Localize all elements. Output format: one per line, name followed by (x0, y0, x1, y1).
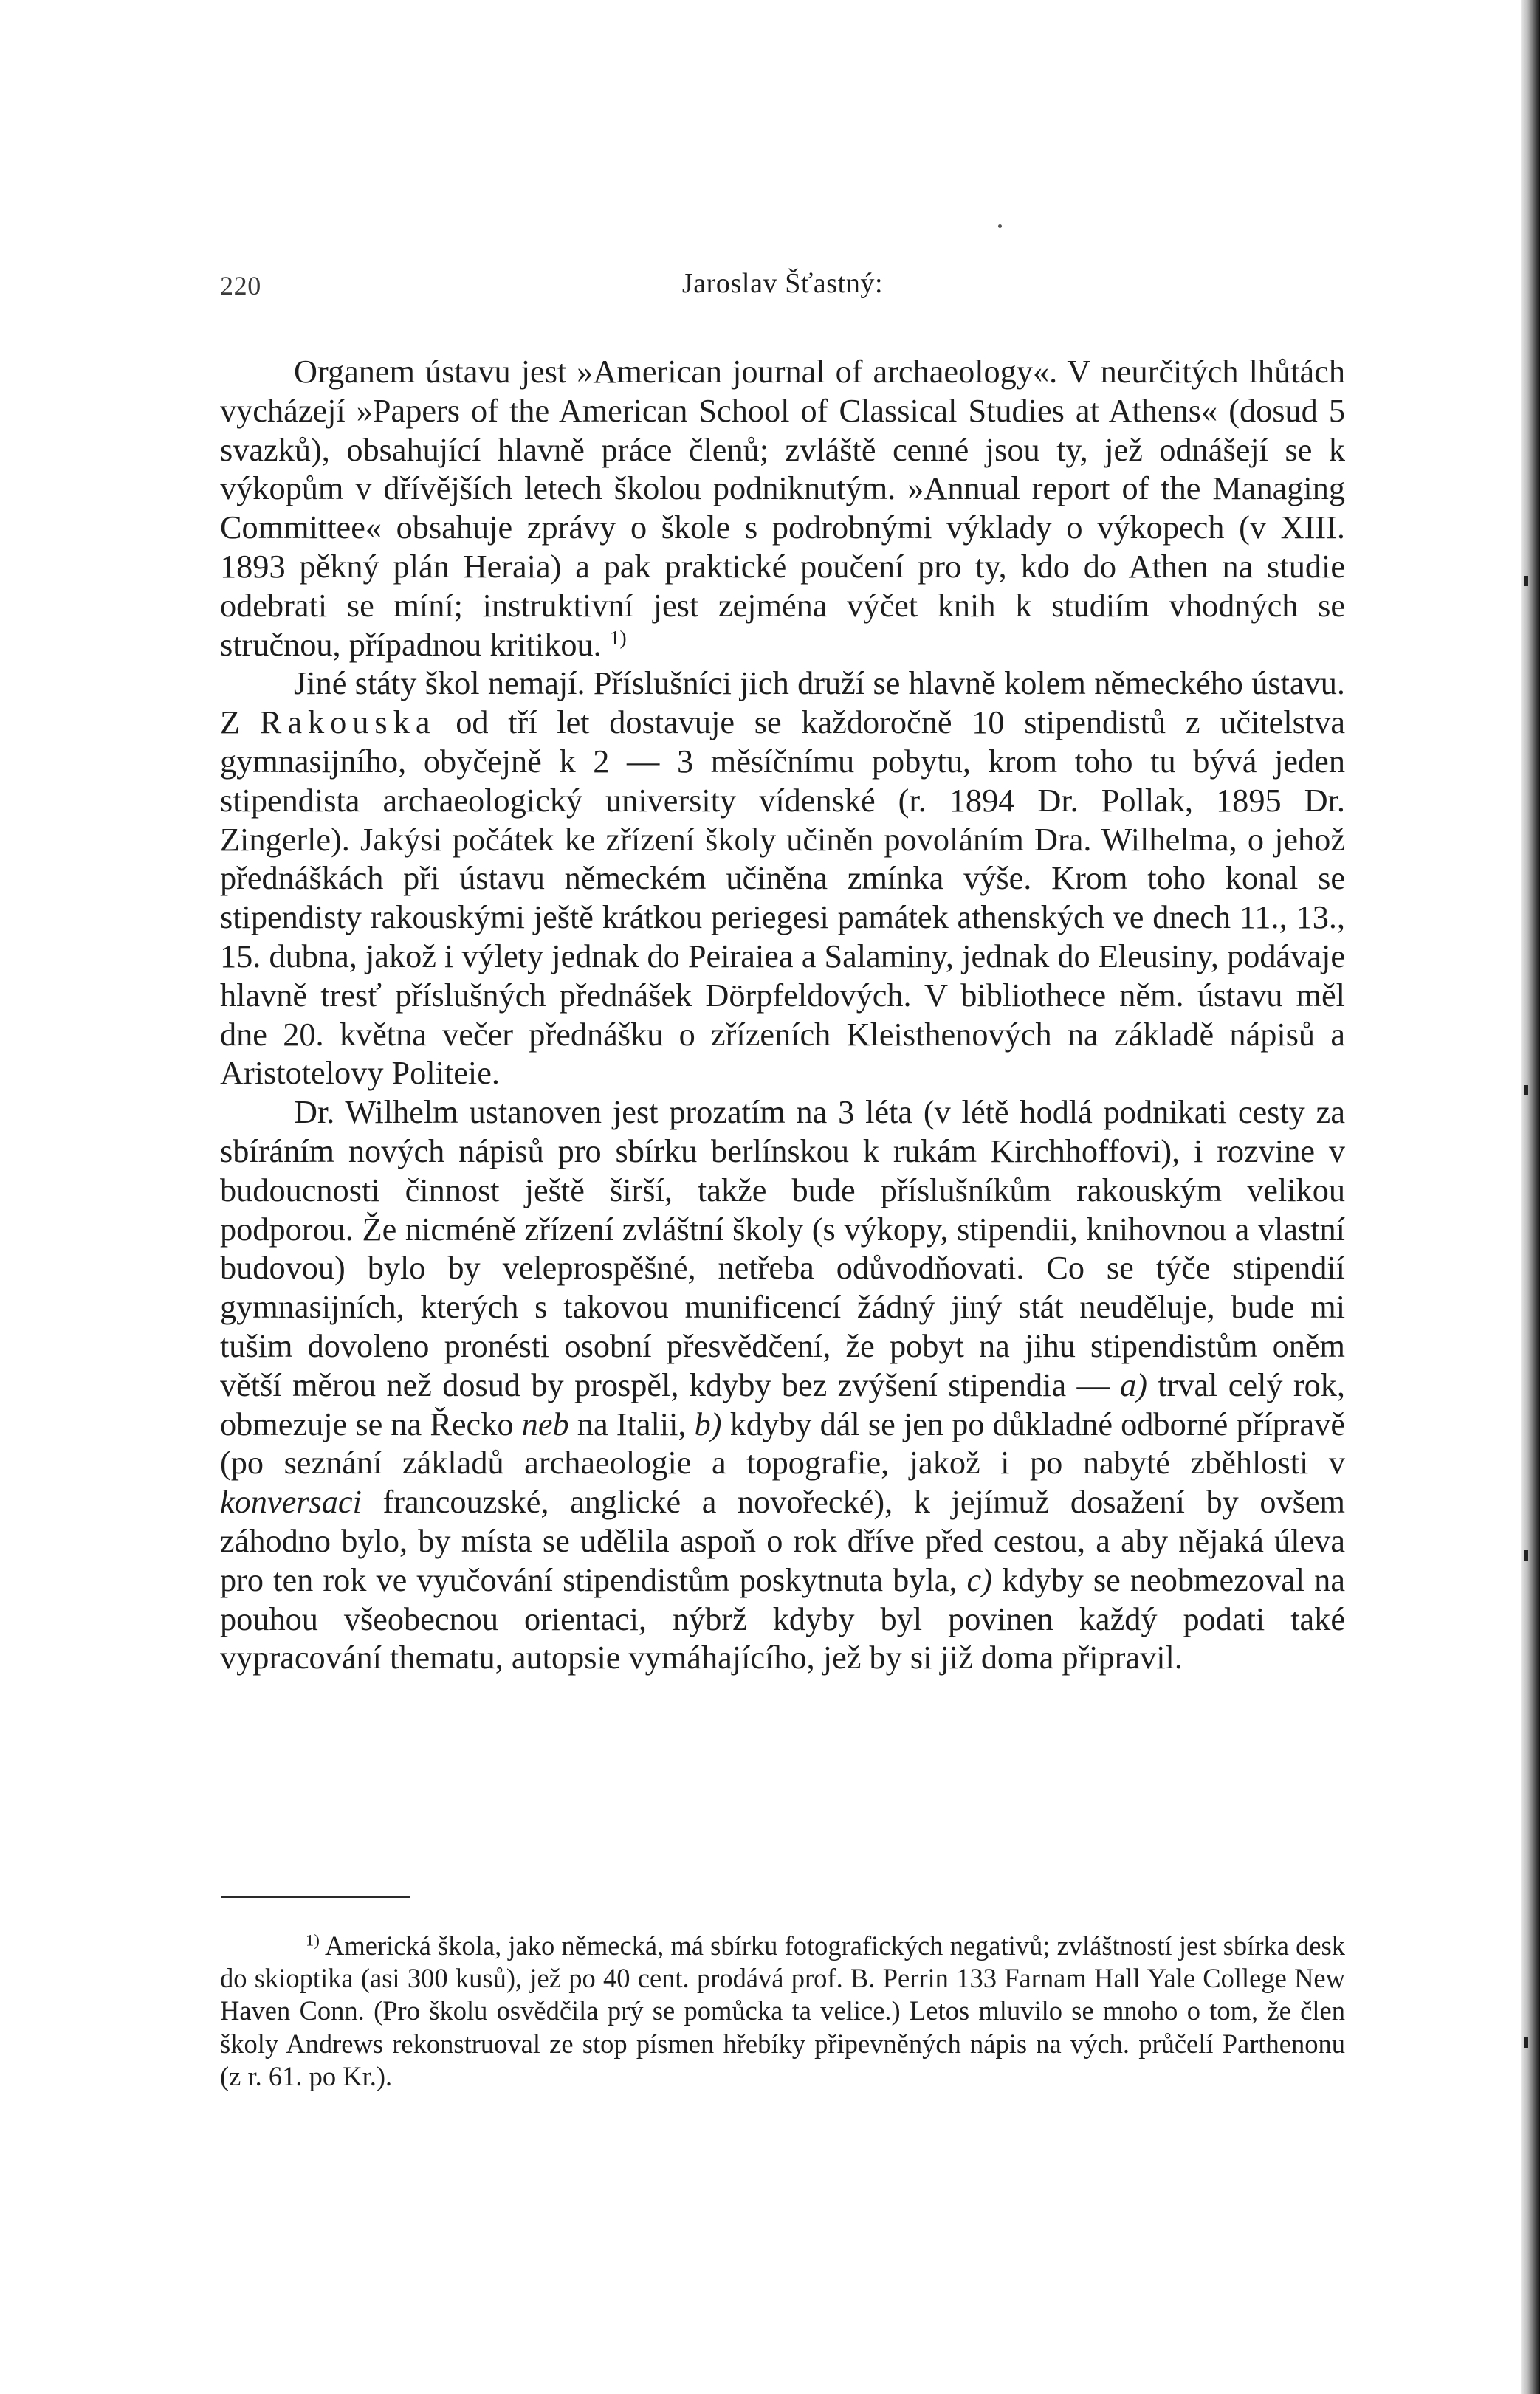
page-number: 220 (220, 271, 261, 300)
scan-mark (1524, 1085, 1528, 1095)
paragraph-1 (220, 353, 1345, 664)
italic-konversaci: konversaci (220, 1484, 362, 1521)
italic-b: b) (694, 1406, 722, 1442)
italic-neb: neb (521, 1406, 569, 1442)
scan-mark (1524, 576, 1528, 586)
paragraph-3-text-1: Dr. Wilhelm ustanoven jest prozatím na 3 léta (v létě hodlá podnikati cesty za sbíráním nových nápisů pro sbírku berlínskou k rukám Kirchhoffovi), i rozvine v budoucnosti činnost ještě širší, takže bude příslušníkům rakouským velikou podporou. Že nicméně zřízení zvláštní školy (s výkopy, stipendii, knihovnou a vlastní budovou) bylo by veleprospěšné, netřeba odůvodňovati. Co se týče stipendií gymnasijních, kterých s takovou munificencí žádný jiný stát neuděluje, bude mi tušim dovoleno pronésti osobní přesvědčení, že pobyt na jihu stipendistům oněm větší měrou než dosud by prospěl, kdyby bez zvýšení stipendia — (220, 1094, 1345, 1403)
paragraph-3-text-6: kdyby se neobmezoval na pouhou všeobecnou orientaci, nýbrž kdyby byl povinen každý podati také vypracování thematu, autopsie vymáhajícího, jež by si již doma připravil. (220, 1561, 1345, 1676)
paragraph-2 (220, 664, 1345, 1093)
footnote (220, 1930, 1345, 2093)
footnote-text: Americká škola, jako německá, má sbírku fotografických negativů; zvláštností jest sbírka desk do skioptika (asi 300 kusů), jež po 40 cent. prodává prof. B. Perrin 133 Farnam Hall Yale College New Haven Conn. (Pro školu osvědčila prý se pomůcka ta velice.) Letos mluvilo se mnoho o tom, že člen školy Andrews rekonstruoval ze stop písmen hřebíky připevněných nápis na vých. průčelí Parthenonu (z r. 61. po Kr.). (220, 1930, 1345, 2091)
paragraph-3-text-5: francouzské, anglické a novořecké), k jejímuž dosažení by ovšem záhodno bylo, by místa se udělila aspoň o rok dříve před cestou, a aby nějaká úleva pro ten rok ve vyučování stipendistům poskytnuta byla, (220, 1484, 1345, 1598)
main-text (220, 353, 1345, 1678)
paragraph-2-text-end: od tří let dostavuje se každoročně 10 stipendistů z učitelstva gymnasijního, obyčejně k 2 — 3 měsíčnímu pobytu, krom toho tu bývá jeden stipendista archaeologický university vídenské (r. 1894 Dr. Pollak, 1895 Dr. Zingerle). Jakýsi počátek ke zřízení školy učiněn povoláním Dra. Wilhelma, o jehož přednáškách při ústavu německém učiněna zmínka výše. Krom toho konal se stipendisty rakouskými ještě krátkou periegesi památek athenských ve dnech 11., 13., 15. dubna, jakož i výlety jednak do Peiraiea a Salaminy, jednak do Eleusiny, podávaje hlavně tresť příslušných přednášek Dörpfeldových. V bibliothece něm. ústavu měl dne 20. května večer přednášku o zřízeních Kleisthenových na základě nápisů a Aristotelovy Politeie. (220, 704, 1346, 1092)
emphasized-rakouska: Rakouska (259, 704, 436, 741)
paragraph-2-text-start: Jiné státy škol nemají. Příslušníci jich druží se hlavně kolem německého ústavu. Z (220, 665, 1345, 741)
running-head: Jaroslav Šťastný: (681, 268, 884, 299)
scan-speck (998, 224, 1002, 228)
italic-a: a) (1120, 1366, 1147, 1403)
scan-mark (1524, 1550, 1528, 1561)
footnote-marker: 1) (306, 1930, 320, 1950)
footnote-divider (221, 1896, 410, 1898)
footnote-reference: 1) (609, 626, 627, 649)
paragraph-3-text-2: trval celý rok, obmezuje se na Řecko (220, 1366, 1345, 1442)
footnote-paragraph (220, 1930, 1345, 2093)
paragraph-3-text-4: kdyby dál se jen po důkladné odborné přípravě (po seznání základů archaeologie a topografie, jakož i po nabyté zběhlosti v (220, 1406, 1346, 1482)
paragraph-3 (220, 1093, 1345, 1678)
scan-right-edge (1521, 0, 1540, 2394)
paragraph-3-text-3: na Italii, (577, 1406, 687, 1442)
paragraph-1-text: Organem ústavu jest »American journal of archaeology«. V neurčitých lhůtách vycházejí »Papers of the American School of Classical Studies at Athens« (dosud 5 svazků), obsahující hlavně práce členů; zvláště cenné jsou ty, jež odnášejí se k výkopům v dřívějších letech školou podniknutým. »Annual report of the Managing Committee« obsahuje zprávy o škole s podrobnými výklady o výkopech (v XIII. 1893 pěkný plán Heraia) a pak praktické poučení pro ty, kdo do Athen na studie odebrati se míní; instruktivní jest zejména výčet knih k studiím vhodných se stručnou, případnou kritikou. (220, 354, 1345, 663)
italic-c: c) (966, 1561, 992, 1598)
scan-mark (1524, 2037, 1528, 2048)
page-header (220, 267, 1345, 312)
